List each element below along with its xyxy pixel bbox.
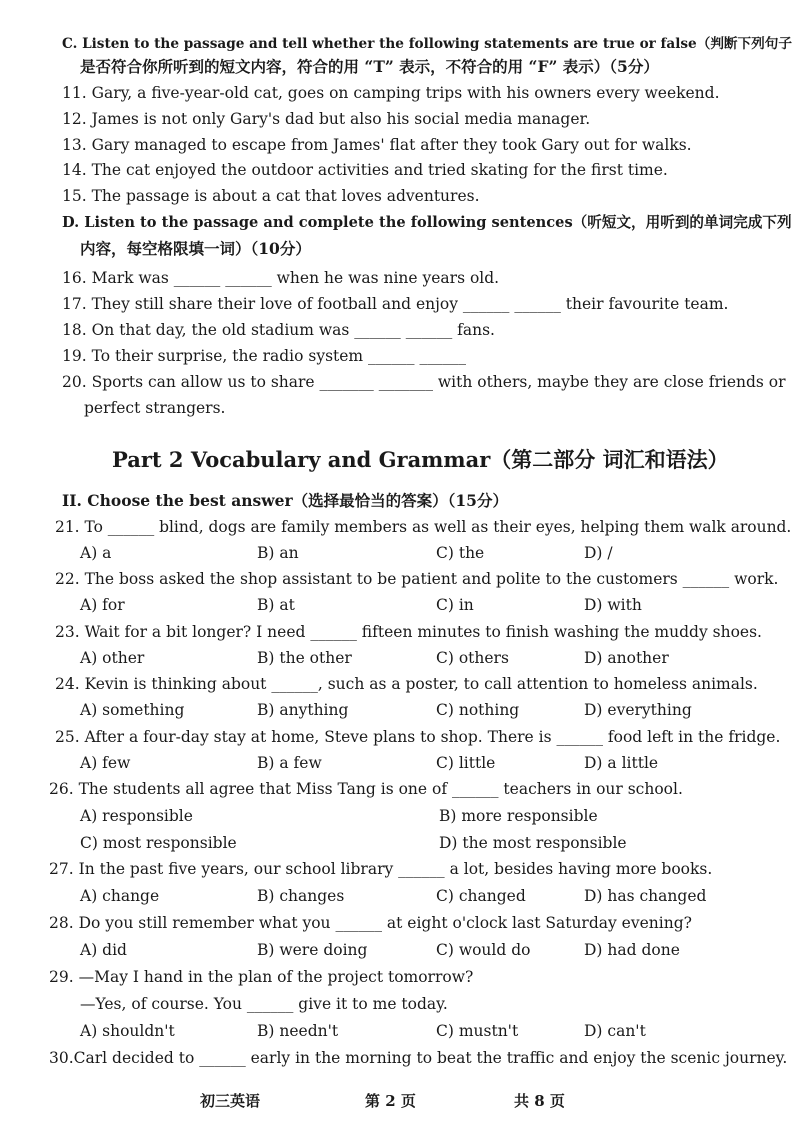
option-b: B) a few	[257, 754, 322, 772]
option-a: A) did	[80, 941, 127, 959]
option-d: D) with	[584, 596, 642, 614]
question-15: 15. The passage is about a cat that loves adventures.	[62, 187, 480, 205]
section-ii-header: II. Choose the best answer（选择最恰当的答案）（15分）	[62, 491, 508, 510]
option-b: B) the other	[257, 649, 352, 667]
question-17: 17. They still share their love of football and enjoy ______ ______ their favourite team.	[62, 295, 729, 313]
option-a: A) other	[80, 649, 145, 667]
question-21-stem: 21. To ______ blind, dogs are family members as well as their eyes, helping them walk around.	[55, 518, 792, 536]
option-b: B) at	[257, 596, 295, 614]
question-23-stem: 23. Wait for a bit longer? I need ______ fifteen minutes to finish washing the muddy shoes.	[55, 623, 762, 641]
option-d: D) a little	[584, 754, 659, 772]
question-27-stem: 27. In the past five years, our school library ______ a lot, besides having more books.	[49, 860, 713, 878]
option-c: C) most responsible	[80, 834, 237, 852]
section-c-header-cont: 是否符合你所听到的短文内容，符合的用 “T” 表示，不符合的用 “F” 表示）（5分）	[80, 57, 659, 76]
option-c: C) others	[436, 649, 509, 667]
footer-page-number: 第 2 页	[365, 1092, 416, 1110]
question-18: 18. On that day, the old stadium was ______ ______ fans.	[62, 321, 495, 339]
option-c: C) in	[436, 596, 474, 614]
option-b: B) an	[257, 544, 299, 562]
option-a: A) for	[80, 596, 125, 614]
question-30-stem: 30.Carl decided to ______ early in the morning to beat the traffic and enjoy the scenic journey.	[49, 1049, 788, 1067]
section-d-header: D. Listen to the passage and complete the following sentences（听短文，用听到的单词完成下列	[62, 214, 792, 231]
option-a: A) something	[80, 701, 185, 719]
option-d: D) the most responsible	[439, 834, 627, 852]
footer-total-pages: 共 8 页	[514, 1092, 565, 1110]
option-c: C) mustn't	[436, 1022, 519, 1040]
option-a: A) shouldn't	[80, 1022, 175, 1040]
option-a: A) a	[80, 544, 112, 562]
option-b: B) anything	[257, 701, 349, 719]
option-c: C) would do	[436, 941, 531, 959]
option-d: D) /	[584, 544, 613, 562]
option-a: A) change	[80, 887, 160, 905]
question-11: 11. Gary, a five-year-old cat, goes on camping trips with his owners every weekend.	[62, 84, 720, 102]
option-d: D) another	[584, 649, 669, 667]
part2-title: Part 2 Vocabulary and Grammar（第二部分 词汇和语法）	[112, 447, 729, 472]
option-d: D) everything	[584, 701, 692, 719]
option-b: B) changes	[257, 887, 345, 905]
question-29-stem-reply: —Yes, of course. You ______ give it to me today.	[80, 995, 448, 1013]
question-19: 19. To their surprise, the radio system ______ ______	[62, 347, 466, 365]
option-d: D) had done	[584, 941, 680, 959]
option-c: C) the	[436, 544, 485, 562]
question-22-stem: 22. The boss asked the shop assistant to be patient and polite to the customers ______ work.	[55, 570, 779, 588]
section-c-header: C. Listen to the passage and tell whether the following statements are true or false（判断下列句子	[62, 36, 792, 52]
question-25-stem: 25. After a four-day stay at home, Steve plans to shop. There is ______ food left in the fridge.	[55, 728, 781, 746]
option-b: B) more responsible	[439, 807, 598, 825]
option-c: C) nothing	[436, 701, 520, 719]
footer-subject: 初三英语	[200, 1092, 261, 1110]
question-16: 16. Mark was ______ ______ when he was nine years old.	[62, 269, 500, 287]
option-d: D) has changed	[584, 887, 707, 905]
option-d: D) can't	[584, 1022, 646, 1040]
question-29-stem: 29. —May I hand in the plan of the project tomorrow?	[49, 968, 474, 986]
question-13: 13. Gary managed to escape from James' flat after they took Gary out for walks.	[62, 136, 692, 154]
option-c: C) little	[436, 754, 496, 772]
question-26-stem: 26. The students all agree that Miss Tang is one of ______ teachers in our school.	[49, 780, 683, 798]
section-d-header-cont: 内容，每空格限填一词）（10分）	[80, 239, 311, 258]
option-c: C) changed	[436, 887, 526, 905]
option-b: B) were doing	[257, 941, 368, 959]
question-14: 14. The cat enjoyed the outdoor activities and tried skating for the first time.	[62, 161, 668, 179]
option-b: B) needn't	[257, 1022, 339, 1040]
question-28-stem: 28. Do you still remember what you ______ at eight o'clock last Saturday evening?	[49, 914, 692, 932]
option-a: A) responsible	[80, 807, 193, 825]
question-24-stem: 24. Kevin is thinking about ______, such as a poster, to call attention to homeless animals.	[55, 675, 758, 693]
option-a: A) few	[80, 754, 131, 772]
question-12: 12. James is not only Gary's dad but also his social media manager.	[62, 110, 591, 128]
question-20: 20. Sports can allow us to share _______ _______ with others, maybe they are close friends or	[62, 373, 786, 391]
question-20-cont: perfect strangers.	[84, 399, 226, 417]
